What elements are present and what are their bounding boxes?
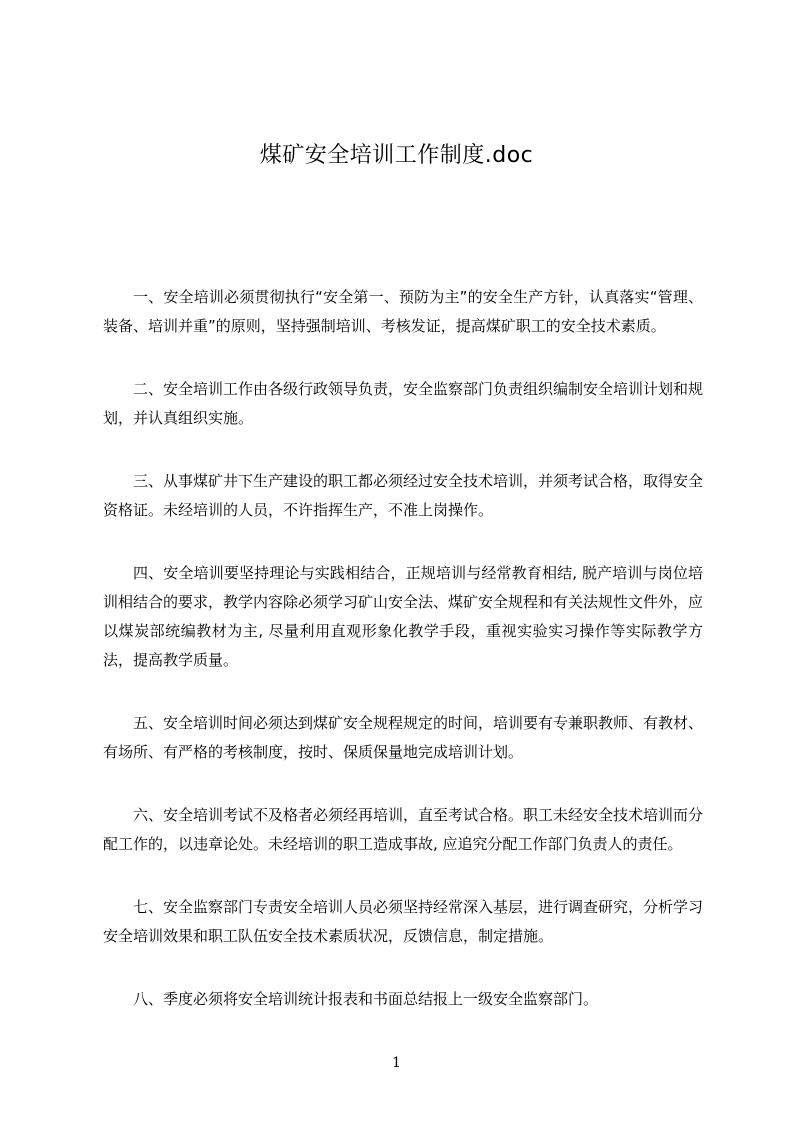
- paragraph-6: 六、安全培训考试不及格者必须经再培训，直至考试合格。职工未经安全技术培训而分配工作的，以违章论处。未经培训的职工造成事故, 应追究分配工作部门负责人的责任。: [103, 806, 704, 853]
- paragraph-3: 三、从事煤矿井下生产建设的职工都必须经过安全技术培训，并须考试合格，取得安全资格证。未经培训的人员，不许指挥生产，不准上岗操作。: [103, 472, 704, 519]
- paragraph-2: 二、安全培训工作由各级行政领导负责，安全监察部门负责组织编制安全培训计划和规划，并认真组织实施。: [103, 380, 704, 427]
- paragraph-1: 一、安全培训必须贯彻执行“安全第一、预防为主”的安全生产方针，认真落实“管理、装备、培训并重”的原则，坚持强制培训、考核发证，提高煤矿职工的安全技术素质。: [103, 288, 703, 335]
- paragraph-8: 八、季度必须将安全培训统计报表和书面总结报上一级安全监察部门。: [133, 990, 599, 1008]
- document-body: [103, 283, 703, 1048]
- paragraph-5: 五、安全培训时间必须达到煤矿安全规程规定的时间，培训要有专兼职教师、有教材、有场所、有严格的考核制度，按时、保质保量地完成培训计划。: [103, 714, 704, 761]
- page-number: 1: [392, 1055, 401, 1071]
- paragraph-4: 四、安全培训要坚持理论与实践相结合，正规培训与经常教育相结, 脱产培训与岗位培训相结合的要求，教学内容除必须学习矿山安全法、煤矿安全规程和有关法规性文件外，应以煤炭部统编教材为主, 尽量利用直观形象化教学手段，重视实验实习操作等实际教学方法，提高教学质量。: [103, 564, 704, 669]
- paragraph-7: 七、安全监察部门专责安全培训人员必须坚持经常深入基层，进行调查研究，分析学习安全培训效果和职工队伍安全技术素质状况，反馈信息，制定措施。: [103, 898, 704, 945]
- document-title: 煤矿安全培训工作制度.doc: [259, 143, 534, 168]
